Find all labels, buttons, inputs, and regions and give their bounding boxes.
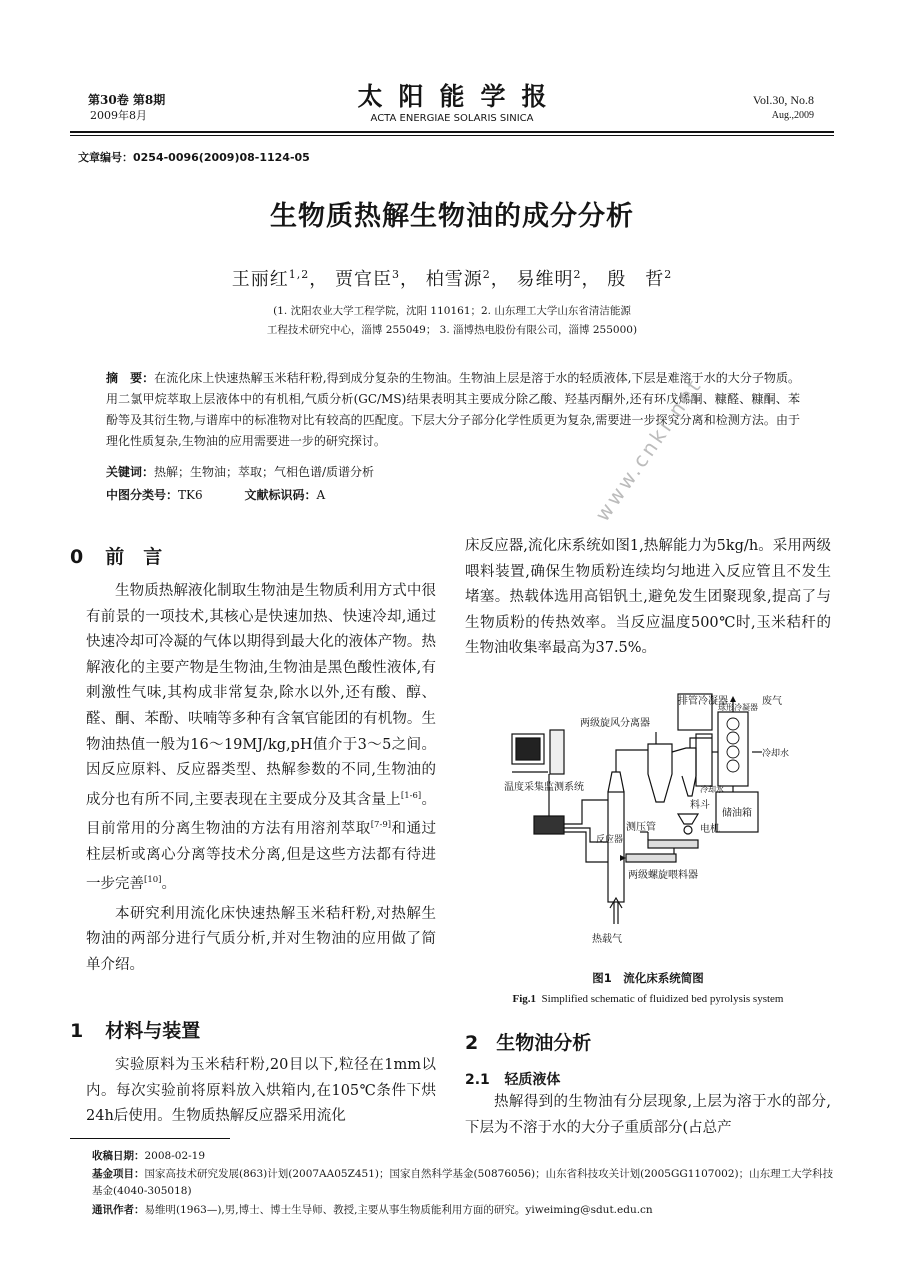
label-waste-gas: 废气 bbox=[762, 696, 782, 707]
exhaust-condenser bbox=[696, 734, 712, 786]
section-title: 生物油分析 bbox=[496, 1032, 592, 1054]
corresponding-author bbox=[92, 1202, 834, 1219]
figure-label-en: Fig.1 bbox=[512, 993, 537, 1005]
subsection-number: 2.1 bbox=[465, 1072, 490, 1088]
section-number: 0 bbox=[70, 546, 84, 568]
intro-text bbox=[86, 579, 436, 978]
label-cooling-water-right: 冷却水 bbox=[762, 749, 790, 759]
keywords-text: 热解；生物油；萃取；气相色谱/质谱分析 bbox=[154, 465, 375, 479]
footnote-rule bbox=[70, 1138, 230, 1139]
data-logger-icon bbox=[534, 816, 564, 834]
text-run: 和通过柱层析或离心分离等技术分离,但是这些方法都有待进一步完善 bbox=[86, 821, 437, 893]
lower-screw-feeder bbox=[626, 854, 676, 862]
upper-screw-feeder bbox=[648, 840, 698, 848]
received-date bbox=[92, 1148, 205, 1165]
label-cooling-water-left: 冷却水 bbox=[700, 785, 724, 794]
date-en: Aug.,2009 bbox=[771, 110, 814, 121]
bulb-condenser bbox=[718, 712, 748, 786]
header-rule-thin bbox=[70, 135, 834, 136]
received-value: 2008-02-19 bbox=[144, 1150, 206, 1162]
label-temp-system: 温度采集监测系统 bbox=[504, 782, 584, 793]
author-name: 易维明 bbox=[516, 269, 574, 290]
journal-volume-en-block bbox=[753, 92, 814, 124]
paper-title: 生物质热解生物油的成分分析 bbox=[270, 201, 634, 232]
abstract-label: 摘 要： bbox=[106, 371, 155, 385]
figure-caption-en bbox=[465, 993, 831, 1005]
doc-code-label: 文献标识码： bbox=[244, 488, 317, 502]
figure-caption-cn: 图1 流化床系统简图 bbox=[592, 971, 704, 985]
volume-issue-cn: 第30卷 第8期 bbox=[88, 93, 166, 107]
right-column-text bbox=[465, 534, 831, 662]
section-heading-intro bbox=[70, 542, 162, 569]
materials-paragraph: 实验原料为玉米秸秆粉,20目以下,粒径在1mm以内。每次实验前将原料放入烘箱内,在105℃条件下烘24h后使用。生物质热解反应器采用流化 bbox=[86, 1057, 436, 1125]
affiliation-line-2: 工程技术研究中心，淄博 255049； 3. 淄博热电股份有限公司，淄博 255000) bbox=[266, 324, 638, 336]
keywords-label: 关键词： bbox=[106, 465, 155, 479]
corr-text: 易维明(1963—),男,博士、博士生导师、教授,主要从事生物质能利用方面的研究。yiweiming@sdut.edu.cn bbox=[144, 1204, 653, 1216]
label-exhaust-condenser: 排管冷凝器 bbox=[678, 696, 728, 707]
intro-paragraph-2: 本研究利用流化床快速热解玉米秸秆粉,对热解生物油的两部分进行气质分析,并对生物油的应用做了简单介绍。 bbox=[86, 905, 436, 973]
author-name: 殷 哲 bbox=[607, 269, 665, 290]
author-name: 柏雪源 bbox=[425, 269, 483, 290]
figure-caption-en-text: Simplified schematic of fluidized bed pyrolysis system bbox=[541, 993, 784, 1005]
keywords bbox=[106, 463, 374, 481]
label-motor: 电机 bbox=[700, 824, 720, 835]
citation: [10] bbox=[144, 875, 162, 886]
author-affiliation-mark: 3 bbox=[392, 268, 401, 281]
volume-issue-en: Vol.30, No.8 bbox=[752, 93, 814, 107]
label-feeder: 两级螺旋喂料器 bbox=[628, 870, 698, 881]
apparatus-paragraph: 床反应器,流化床系统如图1,热解能力为5kg/h。采用两级喂料装置,确保生物质粉连续均匀地进入反应管且不发生堵塞。热载体选用高铝钒土,避免发生团聚现象,提高了与生物质粉的传热效率。当反应温度500℃时,玉米秸秆的生物油收集率最高为37.5%。 bbox=[465, 538, 831, 657]
waste-gas-arrow bbox=[730, 696, 736, 702]
cyclone-1 bbox=[648, 744, 672, 802]
author-name: 王丽红 bbox=[231, 269, 289, 290]
abstract-text: 在流化床上快速热解玉米秸秆粉,得到成分复杂的生物油。生物油上层是溶于水的轻质液体,下层是难溶于水的大分子物质。用二氯甲烷萃取上层液体中的有机相,气质分析(GC/MS)结果表明其主要成分除乙酸、羟基丙酮外,还有环戊烯酮、糠醛、糠酮、苯酚等及其衍生物,与谱库中的标准物对比有较高的匹配度。下层大分子部分化学性质更为复杂,需要进一步探究分离和检测方法。由于理化性质复杂,生物油的应用需要进一步的研究探讨。 bbox=[106, 371, 800, 448]
label-bulb-condenser: 球形冷凝器 bbox=[718, 703, 758, 712]
cyclone-2 bbox=[672, 748, 696, 796]
corr-label: 通讯作者： bbox=[92, 1204, 145, 1216]
section-title: 前 言 bbox=[105, 546, 163, 568]
author-affiliation-mark: 2 bbox=[482, 268, 491, 281]
text-run: 。目前常用的分离生物油的方法有用溶剂萃取 bbox=[86, 791, 436, 837]
fund-text: 国家高技术研究发展(863)计划(2007AA05Z451)；国家自然科学基金(50876056)；山东省科技攻关计划(2005GG1107002)；山东理工大学科技基金(4040-305018) bbox=[92, 1168, 834, 1197]
citation: [7-9] bbox=[370, 820, 392, 831]
section-heading-materials bbox=[70, 1016, 200, 1043]
author-affiliation-mark: 2 bbox=[664, 268, 673, 281]
reactor-column bbox=[608, 792, 624, 902]
section-number: 1 bbox=[70, 1020, 84, 1042]
light-liquid-text bbox=[465, 1090, 831, 1141]
header-rule bbox=[70, 131, 834, 133]
author-affiliation-mark: 2 bbox=[573, 268, 582, 281]
journal-name-en: ACTA ENERGIAE SOLARIS SINICA bbox=[370, 113, 534, 124]
received-label: 收稿日期： bbox=[92, 1150, 145, 1162]
feed-arrow bbox=[620, 855, 626, 861]
fluidized-bed-schematic bbox=[500, 692, 800, 954]
citation: [1-6] bbox=[400, 790, 422, 801]
label-carrier-gas: 热载气 bbox=[592, 934, 622, 945]
subsection-heading-light-liquid bbox=[465, 1069, 560, 1089]
clc-label: 中图分类号： bbox=[106, 488, 179, 502]
section-number: 2 bbox=[465, 1032, 479, 1054]
hopper bbox=[678, 814, 698, 824]
computer-tower-icon bbox=[550, 730, 564, 774]
watermark: www.cnki.net bbox=[590, 373, 707, 526]
journal-name-block bbox=[300, 82, 604, 125]
materials-text bbox=[86, 1053, 436, 1130]
doc-code-value: A bbox=[316, 488, 326, 502]
text-run: 生物质热解液化制取生物油是生物质利用方式中很有前景的一项技术,其核心是快速加热、快速冷却,通过快速冷却可冷凝的气体以期得到最大化的液体产物。热解液化的主要产物是生物油,生物油是黑色酸性液体,有刺激性气味,其构成非常复杂,除水以外,还有酸、醇、醛、酮、苯酚、呋喃等多种有含氧官能团的有机物。生物油热值一般为16～19MJ/kg,pH值介于3～5之间。因反应原料、反应器类型、热解参数的不同,生物油的成分也有所不同,主要表现在主要成分及其含量上 bbox=[86, 583, 436, 808]
label-cyclone: 两级旋风分离器 bbox=[580, 718, 650, 729]
author-name: 贾官臣 bbox=[335, 269, 393, 290]
subsection-title: 轻质液体 bbox=[504, 1072, 561, 1088]
intro-paragraph-1 bbox=[86, 579, 436, 898]
text-run: 。 bbox=[161, 876, 176, 893]
article-number: 文章编号：0254-0096(2009)08-1124-05 bbox=[78, 151, 310, 164]
label-reactor: 反应器 bbox=[596, 835, 624, 845]
date-cn: 2009年8月 bbox=[90, 109, 147, 122]
fund-note bbox=[92, 1166, 834, 1200]
light-liquid-paragraph: 热解得到的生物油有分层现象,上层为溶于水的部分,下层为不溶于水的大分子重质部分(占总产 bbox=[465, 1094, 831, 1136]
section-title: 材料与装置 bbox=[105, 1020, 201, 1042]
classification bbox=[106, 486, 325, 504]
author-affiliation-mark: 1,2 bbox=[288, 268, 310, 281]
section-heading-bio-oil bbox=[465, 1028, 591, 1055]
journal-name-cn: 太阳能学报 bbox=[357, 82, 563, 111]
affiliation-line-1: (1. 沈阳农业大学工程学院，沈阳 110161；2. 山东理工大学山东省清洁能源 bbox=[273, 305, 631, 317]
journal-volume-block bbox=[88, 92, 165, 124]
fund-label: 基金项目： bbox=[92, 1168, 145, 1180]
label-oil-tank: 储油箱 bbox=[722, 808, 752, 819]
author-list: 王丽红$^{1,2}$， 贾官臣$^3$， 柏雪源$^2$， 易维明$^2$， 殷 哲$^2$ bbox=[231, 268, 673, 290]
clc-value: TK6 bbox=[178, 488, 203, 502]
label-hopper: 料斗 bbox=[690, 800, 710, 811]
label-pressure-tube: 测压管 bbox=[626, 822, 656, 833]
